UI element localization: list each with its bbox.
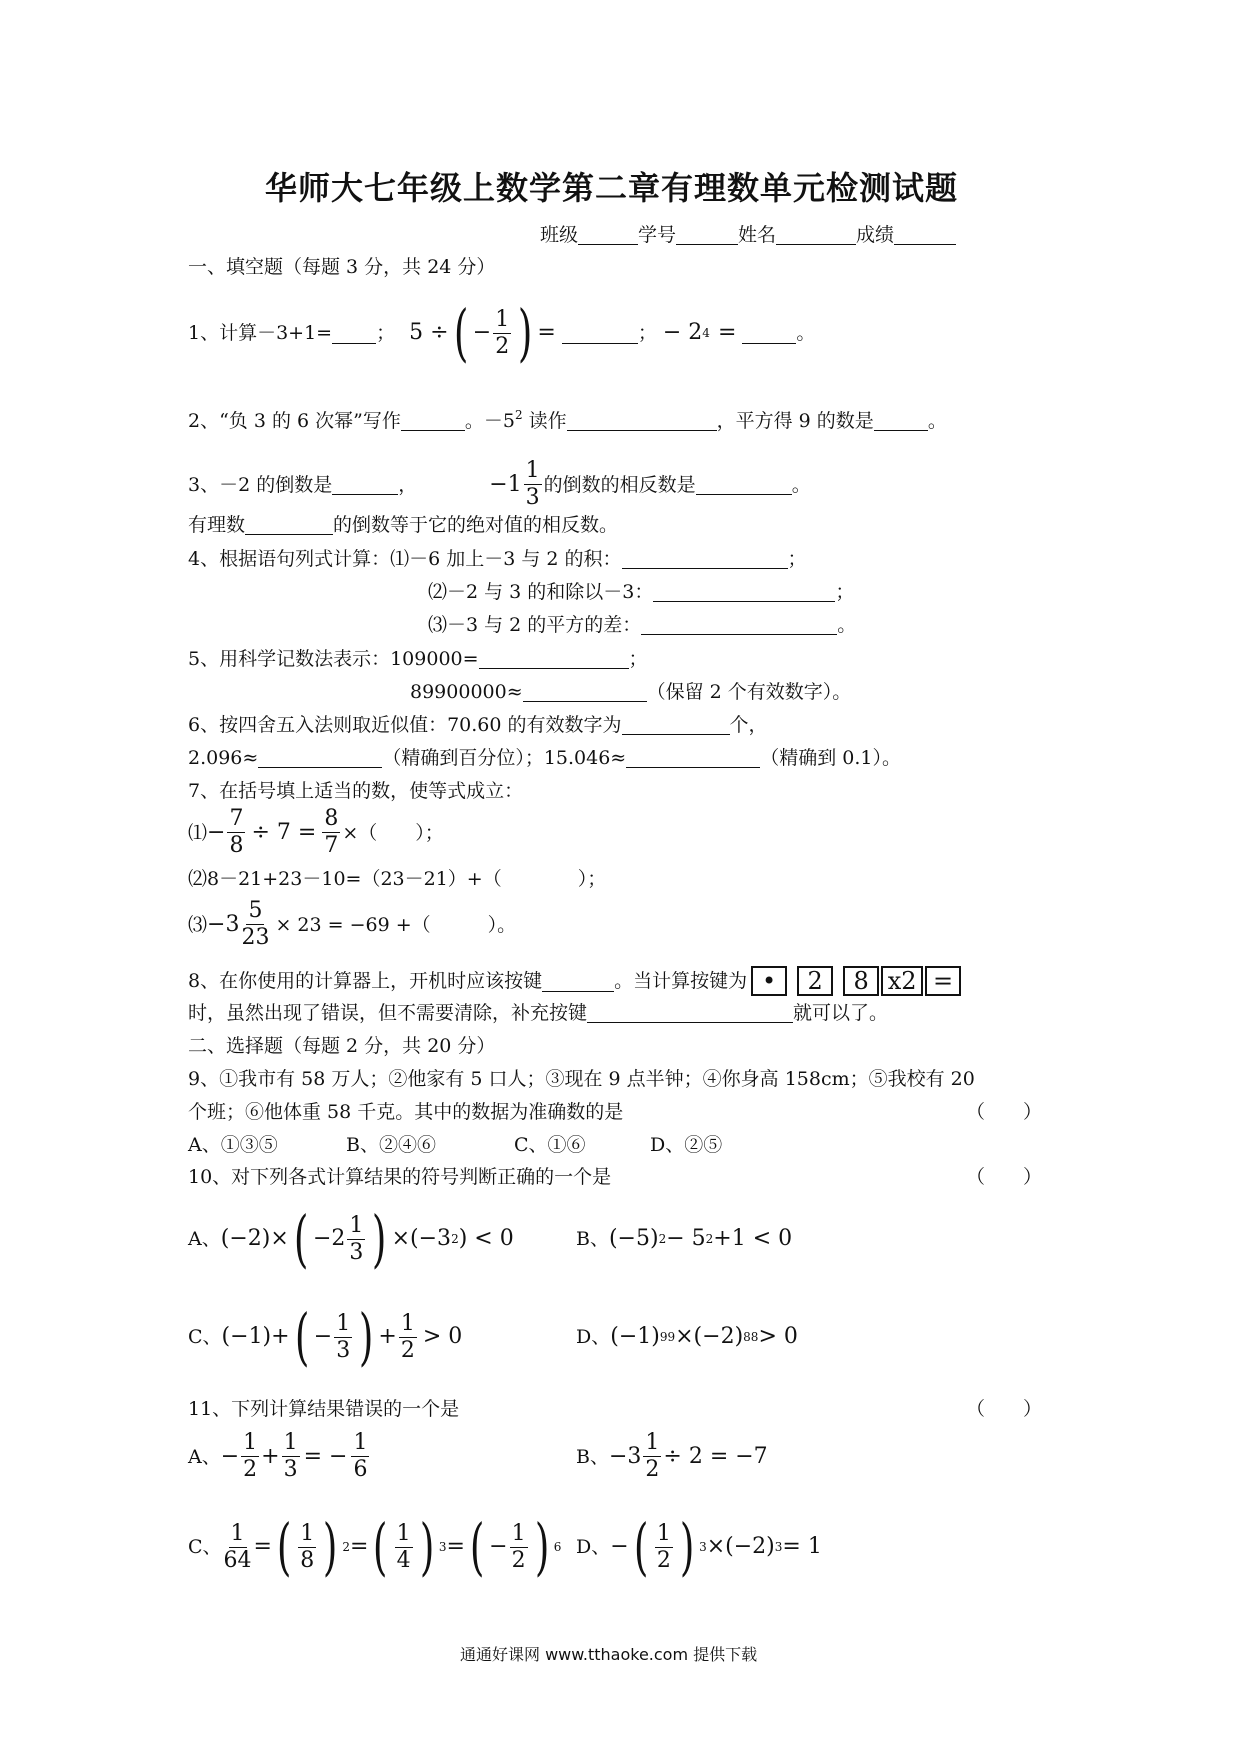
q11-d-frac: $\frac{1}{2}$ xyxy=(656,1520,671,1573)
q4-part3: ⑶－3 与 2 的平方的差： xyxy=(428,614,642,636)
q3b-blank[interactable] xyxy=(245,514,333,535)
q10-b-exp2: 2 xyxy=(705,1232,714,1246)
q11-d-lparen: ( xyxy=(633,1510,649,1583)
q11-b-label: B、 xyxy=(576,1445,609,1468)
q11-c-lparen2: ( xyxy=(373,1510,388,1583)
q10-option-c[interactable] xyxy=(188,1300,463,1373)
q8-blank2[interactable] xyxy=(587,1002,793,1023)
q11-a-frac2: $\frac{1}{3}$ xyxy=(283,1430,298,1482)
q9-option-c[interactable]: C、①⑥ xyxy=(514,1134,586,1156)
q2-end: 。 xyxy=(927,410,947,432)
name-blank[interactable] xyxy=(776,224,856,245)
q11-option-b[interactable] xyxy=(576,1432,768,1481)
q10-a-label: A、 xyxy=(188,1228,221,1250)
q10-answer-paren[interactable]: （ ） xyxy=(966,1166,1043,1188)
q11-answer-paren[interactable]: （ ） xyxy=(966,1398,1043,1420)
q8-l2a: 时，虽然出现了错误，但不需要清除，补充按键 xyxy=(188,1002,588,1024)
q6-blank1[interactable] xyxy=(622,714,730,735)
q10-a-whole: −2 xyxy=(312,1226,346,1251)
q7-p1-tail: ×（ ）； xyxy=(342,821,444,844)
id-blank[interactable] xyxy=(676,224,738,245)
q5-line2: 89900000≈ xyxy=(410,681,523,703)
question-5-line2 xyxy=(410,679,851,705)
q10-c-tail: > 0 xyxy=(422,1324,463,1349)
q1-expr2: 5 ÷ xyxy=(409,320,449,345)
question-7-part3 xyxy=(188,900,516,949)
q11-c-frac3: $\frac{1}{4}$ xyxy=(396,1520,411,1573)
q1-eq3: = xyxy=(717,320,737,345)
q10-d-expr2: ×(−2) xyxy=(675,1324,744,1349)
q11-c-label: C、 xyxy=(188,1536,222,1558)
q10-option-b[interactable] xyxy=(576,1226,792,1252)
q2-tail: ，平方得 9 的数是 xyxy=(716,410,874,432)
section1-heading: 一、填空题（每题 3 分，共 24 分） xyxy=(188,256,496,278)
q11-c-rparen2: ) xyxy=(419,1510,435,1583)
q10-c-frac2: $\frac{1}{2}$ xyxy=(400,1310,415,1363)
question-7-part2: ⑵8－21+23－10=（23－21）+（ ）； xyxy=(188,868,607,890)
q6-end1: 个， xyxy=(729,714,768,736)
q11-c-exp4: 6 xyxy=(553,1540,562,1554)
q10-b-label: B、 xyxy=(576,1228,609,1250)
q11-option-d[interactable] xyxy=(576,1510,822,1583)
name-label: 姓名 xyxy=(738,224,777,246)
q7-p1-op: ÷ 7 = xyxy=(251,819,317,845)
q11-c-frac4: $\frac{1}{2}$ xyxy=(511,1520,526,1573)
q4-part2: ⑵－2 与 3 的和除以－3： xyxy=(428,581,654,603)
class-label: 班级 xyxy=(540,224,579,246)
q11-d-label: D、 xyxy=(576,1536,611,1558)
q3-end: 。 xyxy=(791,473,811,496)
question-4 xyxy=(188,546,807,572)
question-11-stem: 11、下列计算结果错误的一个是 xyxy=(188,1398,460,1420)
q1-sep: ； xyxy=(376,322,396,344)
q11-option-c[interactable] xyxy=(188,1510,562,1583)
q7-p3-label: ⑶ xyxy=(188,913,208,936)
q11-c-lparen3: ( xyxy=(469,1510,485,1583)
q10-d-expr1: (−1) xyxy=(610,1324,660,1349)
q6-blank3[interactable] xyxy=(626,747,760,768)
q11-a-frac1: $\frac{1}{2}$ xyxy=(243,1430,258,1482)
q10-c-expr1: (−1)+ xyxy=(221,1324,290,1349)
q2-exp: 2 xyxy=(514,408,523,422)
q11-c-eq1: = xyxy=(253,1534,272,1559)
q10-b-expr3: +1 < 0 xyxy=(713,1226,793,1251)
q11-d-neg: − xyxy=(610,1534,629,1559)
q6-l2b: （精确到百分位）；15.046≈ xyxy=(382,747,627,769)
q10-d-expr3: > 0 xyxy=(758,1324,798,1349)
q7-p1-label: ⑴ xyxy=(188,821,208,844)
question-8-line2 xyxy=(188,1000,888,1026)
footer-credit: 通通好课网 www.tthaoke.com 提供下载 xyxy=(460,1645,758,1664)
q7-p3-whole: −3 xyxy=(207,911,240,937)
q11-b-frac: $\frac{1}{2}$ xyxy=(645,1430,660,1482)
q11-d-rparen: ) xyxy=(679,1510,695,1583)
q10-b-expr2: − 5 xyxy=(666,1226,706,1251)
question-3b xyxy=(188,512,618,538)
q1-blank1[interactable] xyxy=(332,323,376,344)
score-label: 成绩 xyxy=(856,224,895,246)
q11-d-expr2: ×(−2) xyxy=(706,1534,775,1559)
question-6 xyxy=(188,712,768,738)
q10-b-expr1: (−5) xyxy=(608,1226,659,1251)
q9-option-d[interactable]: D、②⑤ xyxy=(650,1134,723,1156)
question-1 xyxy=(188,296,816,369)
q7-p1-frac1: $\frac{7}{8}$ xyxy=(229,806,244,858)
q6-prefix: 6、按四舍五入法则取近似值：70.60 的有效数字为 xyxy=(188,714,622,736)
q11-b-whole: −3 xyxy=(608,1443,642,1469)
q10-b-exp1: 2 xyxy=(658,1232,667,1246)
q4-end1: ； xyxy=(787,548,807,570)
calc-key-equals: = xyxy=(925,966,961,996)
q11-c-frac1: $\frac{1}{64}$ xyxy=(223,1520,252,1573)
q11-c-lparen1: ( xyxy=(276,1510,292,1583)
question-10-stem: 10、对下列各式计算结果的符号判断正确的一个是 xyxy=(188,1166,612,1188)
q4-end3: 。 xyxy=(837,614,857,636)
q1-expr3: − 2 xyxy=(662,320,703,345)
q6-l2a: 2.096≈ xyxy=(188,747,259,769)
q10-option-a[interactable] xyxy=(188,1202,514,1275)
q5-end1: ； xyxy=(628,648,648,670)
q4-blank3[interactable] xyxy=(641,614,837,635)
q11-option-a[interactable] xyxy=(188,1432,371,1481)
q4-prefix: 4、根据语句列式计算： xyxy=(188,548,391,570)
question-7: 7、在括号填上适当的数，使等式成立： xyxy=(188,780,524,802)
q5-blank2[interactable] xyxy=(523,681,647,702)
q10-a-exp: 2 xyxy=(451,1232,459,1246)
q11-a-label: A、 xyxy=(188,1445,221,1468)
page-title: 华师大七年级上数学第二章有理数单元检测试题 xyxy=(265,169,959,207)
calc-key-x2: x2 xyxy=(881,966,923,996)
q10-c-frac1: $\frac{1}{3}$ xyxy=(336,1310,351,1363)
section2-heading: 二、选择题（每题 2 分，共 20 分） xyxy=(188,1035,496,1057)
q11-c-eq2: = xyxy=(350,1534,369,1559)
q6-blank2[interactable] xyxy=(258,747,382,768)
q10-c-rparen: ) xyxy=(359,1300,374,1373)
q6-l2c: （精确到 0.1）。 xyxy=(760,747,901,769)
q1-sep2: ； xyxy=(637,322,657,344)
q10-a-expr3: ) < 0 xyxy=(458,1226,514,1251)
q10-c-lparen: ( xyxy=(294,1300,309,1373)
q9-option-a[interactable]: A、①③⑤ xyxy=(188,1134,278,1156)
q7-p3-tail: × 23 = −69 +（ ）。 xyxy=(275,913,517,936)
q1-end: 。 xyxy=(796,322,816,344)
q1-right-paren: ) xyxy=(518,296,533,369)
q10-c-plus: + xyxy=(378,1324,397,1349)
calc-key-8: 8 xyxy=(843,966,879,996)
q2-blank3[interactable] xyxy=(874,410,928,431)
q3-whole: −1 xyxy=(489,471,522,497)
q1-left-paren: ( xyxy=(453,296,468,369)
q1-prefix: 1、计算－3+1= xyxy=(188,322,333,344)
q1-blank2[interactable] xyxy=(562,323,638,344)
q10-d-exp1: 99 xyxy=(659,1330,676,1344)
q11-c-eq3: = xyxy=(446,1534,465,1559)
q9-option-b[interactable]: B、②④⑥ xyxy=(346,1134,436,1156)
q7-p1-frac2: $\frac{8}{7}$ xyxy=(324,806,339,858)
q11-a-neg: − xyxy=(220,1443,240,1469)
q1-neg: − xyxy=(472,320,492,345)
q10-a-rparen: ) xyxy=(372,1202,387,1275)
q2-read: 读作 xyxy=(522,410,567,432)
q5-blank1[interactable] xyxy=(479,648,629,669)
q10-a-expr1: (−2)× xyxy=(220,1226,289,1251)
q7-p1-neg: − xyxy=(207,819,226,845)
q3-prefix: 3、－2 的倒数是 xyxy=(188,473,333,496)
question-4-part3 xyxy=(428,612,856,638)
q11-a-eq: = − xyxy=(303,1443,348,1469)
q8-l2b: 就可以了。 xyxy=(793,1002,889,1024)
q10-d-exp2: 88 xyxy=(743,1330,759,1344)
q2-blank2[interactable] xyxy=(567,410,717,431)
q11-c-rparen3: ) xyxy=(534,1510,549,1583)
question-9-line2: 个班；⑥他体重 58 千克。其中的数据为准确数的是 xyxy=(188,1101,624,1123)
question-4-part2 xyxy=(428,579,854,605)
q3-comma: ， xyxy=(398,473,418,496)
q8-blank1[interactable] xyxy=(542,971,614,992)
q3b-prefix: 有理数 xyxy=(188,514,246,536)
question-6-line2 xyxy=(188,745,901,771)
q2-prefix: 2、“负 3 的 6 次幂”写作 xyxy=(188,410,401,432)
q10-c-neg: − xyxy=(313,1324,333,1349)
q10-option-d[interactable] xyxy=(576,1324,798,1350)
q8-prefix: 8、在你使用的计算器上，开机时应该按键 xyxy=(188,970,543,992)
q4-blank2[interactable] xyxy=(653,581,835,602)
q10-c-label: C、 xyxy=(188,1326,222,1348)
question-7-part1 xyxy=(188,808,444,857)
q3-blank2[interactable] xyxy=(696,474,792,495)
question-9-line1: 9、①我市有 58 万人；②他家有 5 口人；③现在 9 点半钟；④你身高 158cm；⑤我校有 20 xyxy=(188,1068,975,1090)
q5-prefix: 5、用科学记数法表示：109000= xyxy=(188,648,479,670)
calc-key-dot: • xyxy=(751,966,787,996)
q11-c-exp3: 3 xyxy=(438,1540,447,1554)
q10-d-label: D、 xyxy=(576,1326,611,1348)
q4-part1: ⑴－6 加上－3 与 2 的积： xyxy=(390,548,622,570)
q11-b-tail: ÷ 2 = −7 xyxy=(663,1443,768,1469)
q1-exp: 4 xyxy=(702,326,710,340)
q8-mid: 。当计算按键为 xyxy=(614,970,748,992)
question-3 xyxy=(188,460,811,509)
question-2 xyxy=(188,402,947,434)
question-8 xyxy=(188,966,963,996)
q1-fraction: $\frac{1}{2}$ xyxy=(495,306,510,359)
q11-c-frac2: $\frac{1}{8}$ xyxy=(300,1520,315,1573)
q3-fraction: $\frac{1}{3}$ xyxy=(525,458,540,510)
q3b-tail: 的倒数等于它的绝对值的相反数。 xyxy=(333,514,619,536)
q9-answer-paren[interactable]: （ ） xyxy=(966,1101,1043,1123)
q11-d-expr3: = 1 xyxy=(782,1534,822,1559)
q4-end2: ； xyxy=(835,581,855,603)
q11-c-rparen1: ) xyxy=(323,1510,338,1583)
id-label: 学号 xyxy=(638,224,677,246)
student-info xyxy=(540,222,956,248)
q7-p3-frac: $\frac{5}{23}$ xyxy=(241,898,270,950)
question-5 xyxy=(188,646,648,672)
q11-a-frac3: $\frac{1}{6}$ xyxy=(353,1430,368,1482)
q2-blank1[interactable] xyxy=(401,410,465,431)
q1-eq: = xyxy=(537,320,556,345)
score-blank[interactable] xyxy=(894,224,956,245)
q10-a-frac: $\frac{1}{3}$ xyxy=(349,1212,364,1265)
q1-blank3[interactable] xyxy=(742,323,796,344)
q11-c-neg: − xyxy=(489,1534,508,1559)
q2-mid: 。－5 xyxy=(464,410,515,432)
q3-blank1[interactable] xyxy=(332,474,398,495)
q10-a-lparen: ( xyxy=(293,1202,309,1275)
q11-a-plus: + xyxy=(261,1443,280,1469)
calc-key-2: 2 xyxy=(797,966,833,996)
class-blank[interactable] xyxy=(578,224,638,245)
q4-blank1[interactable] xyxy=(622,548,788,569)
q3-tail: 的倒数的相反数是 xyxy=(543,473,696,496)
q11-c-exp2: 2 xyxy=(342,1540,351,1554)
q11-d-exp1: 3 xyxy=(699,1540,707,1554)
q11-d-exp2: 3 xyxy=(774,1540,783,1554)
q10-a-expr2: ×(−3 xyxy=(391,1226,452,1251)
q5-tail: （保留 2 个有效数字）。 xyxy=(646,681,852,703)
